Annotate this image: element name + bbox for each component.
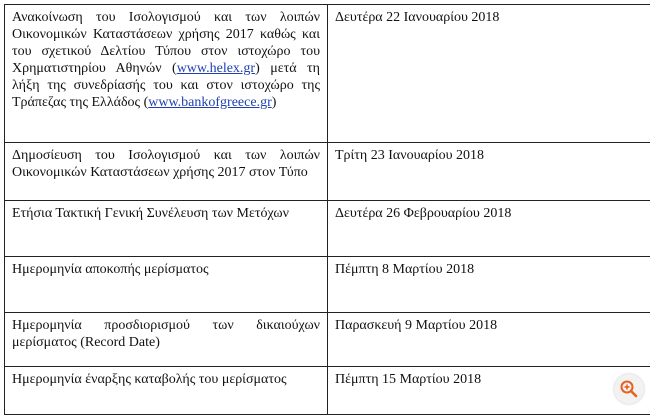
event-description-cell: Ημερομηνία αποκοπής μερίσματος <box>5 257 328 313</box>
helex-link[interactable]: www.helex.gr <box>177 61 255 76</box>
event-description-cell: Ημερομηνία προσδιορισμού των δικαιούχων μερίσματος (Record Date) <box>5 313 328 367</box>
event-date-cell: Δευτέρα 22 Ιανουαρίου 2018 <box>328 5 650 143</box>
event-description-cell: Δημοσίευση του Ισολογισμού και των λοιπών Οικονομικών Καταστάσεων χρήσης 2017 στον Τύπο <box>5 143 328 201</box>
zoom-in-icon <box>619 379 639 399</box>
event-description-cell: Ημερομηνία έναρξης καταβολής του μερίσματος <box>5 367 328 415</box>
event-date-cell: Δευτέρα 26 Φεβρουαρίου 2018 <box>328 201 650 257</box>
event-description-text: ) <box>272 95 277 110</box>
table-row <box>5 5 650 143</box>
table-row <box>5 201 650 257</box>
table-row <box>5 257 650 313</box>
bankofgreece-link[interactable]: www.bankofgreece.gr <box>148 95 271 110</box>
event-date-cell: Τρίτη 23 Ιανουαρίου 2018 <box>328 143 650 201</box>
table-row <box>5 313 650 367</box>
dividend-schedule-table <box>4 4 650 415</box>
event-description-cell <box>5 5 328 143</box>
zoom-button[interactable] <box>614 374 644 404</box>
event-description-text: Ανακοίνωση του Ισολογισμού και των λοιπών Οικονομικών Καταστάσεων χρήσης 2017 καθώς και του σχετικού Δελτίου Τύπου στον ιστοχώρο του Χρηματιστηρίου Αθηνών ( <box>12 10 320 76</box>
event-description-cell: Ετήσια Τακτική Γενική Συνέλευση των Μετόχων <box>5 201 328 257</box>
table-row <box>5 367 650 415</box>
event-date-cell: Πέμπτη 15 Μαρτίου 2018 <box>328 367 650 415</box>
event-date-cell: Παρασκευή 9 Μαρτίου 2018 <box>328 313 650 367</box>
event-date-cell: Πέμπτη 8 Μαρτίου 2018 <box>328 257 650 313</box>
table-row <box>5 143 650 201</box>
event-description-text: ) μετά τη λήξη της συνεδρίασής του και στον ιστοχώρο της Τράπεζας της Ελλάδος ( <box>12 61 320 110</box>
